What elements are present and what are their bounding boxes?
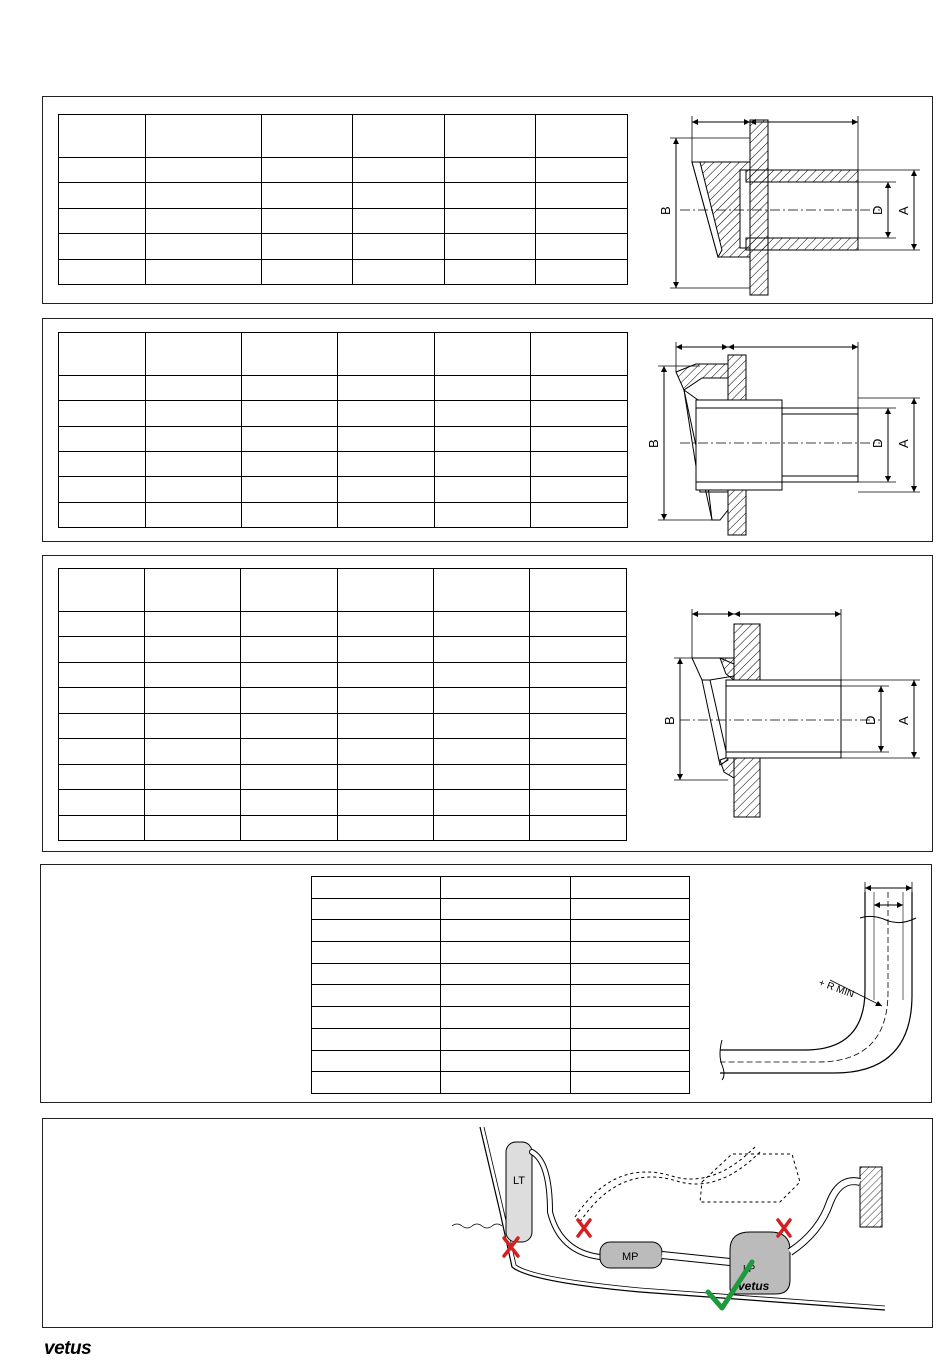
table-header-row: [59, 333, 628, 376]
table-row: [59, 183, 628, 208]
dimension-table-1: [58, 114, 628, 285]
label-d: D: [863, 715, 878, 725]
dimension-table-3: [58, 568, 627, 841]
wrong-mark-icon: [778, 1220, 790, 1236]
table-row: [59, 234, 628, 259]
table-row: [59, 208, 628, 233]
label-a: A: [896, 716, 911, 725]
label-d: D: [870, 438, 885, 448]
table-row: [312, 1028, 690, 1050]
label-b: B: [646, 439, 661, 448]
label-a: A: [896, 206, 911, 215]
table-row: [312, 920, 690, 942]
wrong-mark-icon: [578, 1220, 590, 1236]
table-row: [59, 739, 627, 764]
table-row: [312, 1072, 690, 1094]
vetus-logo: vetus: [44, 1338, 92, 1359]
label-b: B: [662, 716, 677, 725]
waterline: [452, 1224, 502, 1228]
table-row: [59, 688, 627, 713]
transom-fitting-diagram-2: [640, 330, 930, 540]
table-row: [59, 764, 627, 789]
table-row: [312, 1050, 690, 1072]
muffler-lt-label: LT: [513, 1175, 526, 1187]
table-row: [59, 259, 628, 284]
table-row: [59, 713, 627, 738]
muffler-lt: [506, 1142, 532, 1242]
exhaust-installation-diagram: [440, 1122, 930, 1327]
table-row: [59, 612, 627, 637]
waterlock-brand-label: vetus: [738, 1279, 770, 1293]
transom-fitting-diagram-3: [640, 600, 930, 825]
table-row: [312, 1007, 690, 1029]
table-row: [59, 790, 627, 815]
table-row: [59, 401, 628, 426]
table-row: [59, 426, 628, 451]
table-header-row: [59, 115, 628, 158]
table-row: [312, 942, 690, 964]
table-row: [59, 477, 628, 502]
hose-bend-diagram: [700, 870, 925, 1095]
label-a: A: [896, 439, 911, 448]
hose-table: [311, 876, 690, 1094]
table-row: [59, 815, 627, 841]
label-b: B: [658, 206, 673, 215]
radius-min-label: + R MIN: [816, 977, 856, 1001]
hull-wall: [750, 120, 768, 295]
table-row: [312, 898, 690, 920]
table-row: [59, 376, 628, 401]
table-row: [312, 985, 690, 1007]
table-row: [312, 963, 690, 985]
table-header-row: [59, 569, 627, 612]
table-row: [59, 451, 628, 476]
muffler-mp-label: MP: [622, 1251, 639, 1263]
table-row: [59, 158, 628, 183]
waterlock-lp-label: LP: [743, 1264, 756, 1275]
table-row: [59, 637, 627, 662]
table-row: [59, 662, 627, 687]
dimension-table-2: [58, 332, 628, 528]
label-d: D: [870, 205, 885, 215]
transom-fitting-diagram-1: [640, 100, 930, 300]
transom: [860, 1167, 882, 1227]
table-header-row: [312, 877, 690, 899]
table-row: [59, 502, 628, 527]
